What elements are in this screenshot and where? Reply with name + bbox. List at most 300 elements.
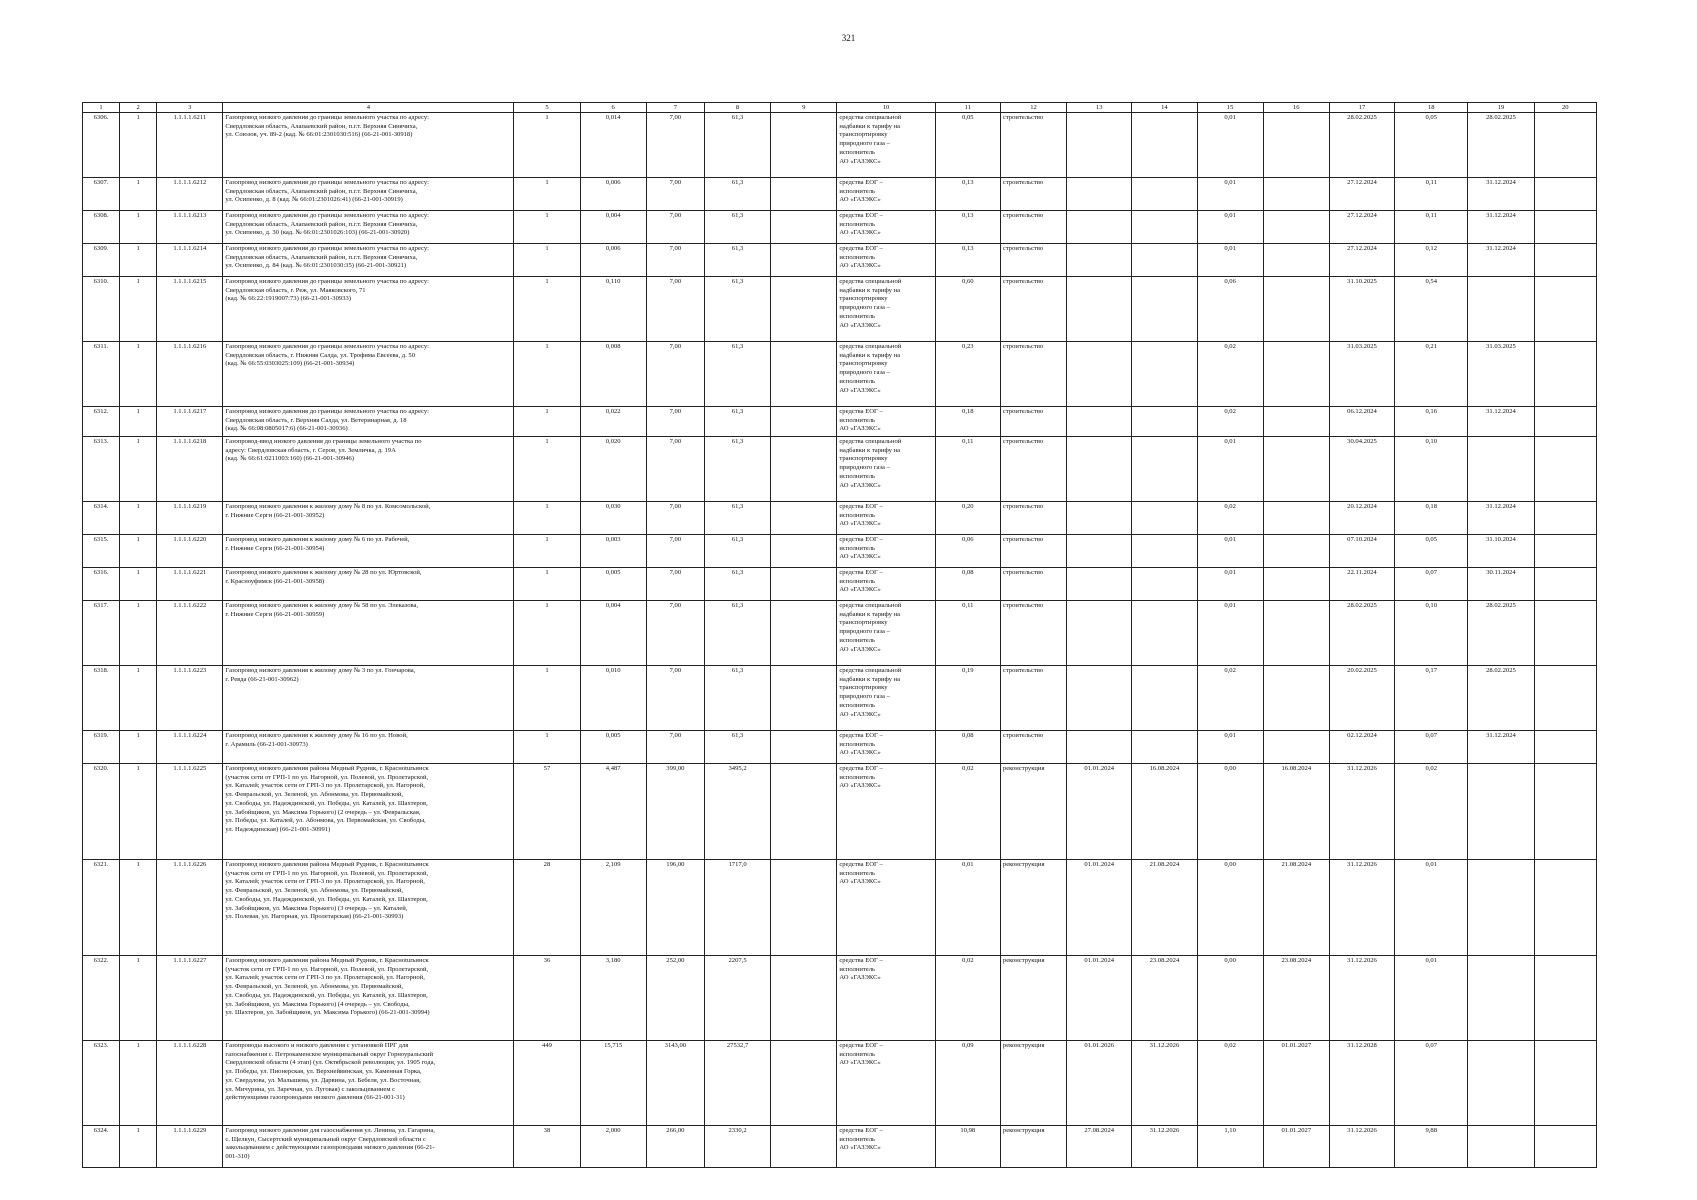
cell-length: 4,487 <box>580 764 646 860</box>
cell-cost: 0,20 <box>935 502 1000 535</box>
cell-cost: 0,08 <box>935 731 1000 764</box>
cell-col-9 <box>771 1041 837 1126</box>
cell-description: Газопровод низкого давления района Медный Рудник, г. Красноturьинск (участок сети от ГРП-1 по ул. Нагорной, ул. Полевой, ул. Пролетарской, ул. Каталей; участок сети от ГРП-3 по ул. Пролетарской, ул. Нагорной, ул. Февральской, ул. Зеленой, ул. Абонмова, ул. Первомайской, ул. Свободы, ул. Надеждинской, ул. Победы, ул. Каталей, ул. Шахтеров, ул. Забойщиков, ул. Максима Горького) (2 очередь – ул. Февральская, ул. Победы, ул. Каталей, ул. Абонмова, ул. Первомайская, ул. Свободы, ул. Надеждинская) (66-21-001-30991) <box>223 764 514 860</box>
cell-next-start-date: 01.01.2027 <box>1263 1126 1329 1168</box>
cell-code: 1.1.1.1.6221 <box>157 568 223 601</box>
cell-diameter: 7,00 <box>646 731 704 764</box>
cell-volume: 2207,5 <box>704 956 770 1041</box>
column-header-18: 18 <box>1395 103 1468 113</box>
cell-work-type: реконструкция <box>1000 956 1066 1041</box>
cell-end-date: 31.12.2026 <box>1132 1041 1197 1126</box>
cell-diameter: 7,00 <box>646 502 704 535</box>
cell-row-number: 6307. <box>83 178 120 211</box>
cell-diameter: 7,00 <box>646 342 704 407</box>
column-header-13: 13 <box>1067 103 1132 113</box>
cell-length: 0,006 <box>580 178 646 211</box>
cell-volume: 61,3 <box>704 437 770 502</box>
cell-description: Газопроводы высокого и низкого давления с установкой ПРГ для газоснабжения с. Петрокаменское муниципальный округ Горноуральский Свердловской области (4 этап) (ул. Октябрьской революции, ул. 1905 года, ул. Победы, ул. Пионерская, ул. Верхнейвинская, ул. Каменная Горка, ул. Свердлова, ул. Малышева, ул. Дарвина, ул. Бебеля, ул. Восточная, ул. Мичурина, ул. Заречная, ул. Луговая) с закольцеванием с действующими газопроводами низкого давления (66-21-001-31) <box>223 1041 514 1126</box>
cell-start-date <box>1067 211 1132 244</box>
cell-col-20 <box>1534 764 1596 860</box>
cell-volume: 61,3 <box>704 244 770 277</box>
cell-work-type: строительство <box>1000 568 1066 601</box>
cell-amount-year: 0,01 <box>1197 113 1263 178</box>
cell-start-date <box>1067 502 1132 535</box>
cell-cost: 0,05 <box>935 113 1000 178</box>
cell-end-date <box>1132 731 1197 764</box>
cell-length: 0,020 <box>580 437 646 502</box>
cell-work-type: реконструкция <box>1000 1126 1066 1168</box>
cell-funding-source: средства специальной надбавки к тарифу на транспортировку природного газа – исполнитель АО «ГАЗЭКС» <box>837 601 935 666</box>
cell-funding-source: средства ЕОГ – исполнитель АО «ГАЗЭКС» <box>837 211 935 244</box>
cell-description: Газопровод низкого давления до границы земельного участка по адресу: Свердловская область, г. Реж, ул. Маяковского, 71 (кад. № 66:22:1919007:73) (66-21-001-30933) <box>223 277 514 342</box>
table-row <box>83 407 1597 437</box>
cell-quantity: 1 <box>514 113 580 178</box>
cell-next-start-date: 16.08.2024 <box>1263 764 1329 860</box>
cell-end-date <box>1132 568 1197 601</box>
cell-count: 1 <box>120 277 157 342</box>
cell-commission-date: 31.12.2024 <box>1468 407 1534 437</box>
cell-completion-date: 07.10.2024 <box>1329 535 1394 568</box>
cell-row-number: 6319. <box>83 731 120 764</box>
cell-col-20 <box>1534 1041 1596 1126</box>
cell-work-type: строительство <box>1000 244 1066 277</box>
cell-row-number: 6317. <box>83 601 120 666</box>
cell-funding-source: средства специальной надбавки к тарифу на транспортировку природного газа – исполнитель АО «ГАЗЭКС» <box>837 666 935 731</box>
cell-col-20 <box>1534 601 1596 666</box>
cell-code: 1.1.1.1.6214 <box>157 244 223 277</box>
cell-commission-date <box>1468 956 1534 1041</box>
cell-row-number: 6308. <box>83 211 120 244</box>
cell-diameter: 7,00 <box>646 535 704 568</box>
cell-start-date <box>1067 437 1132 502</box>
column-header-14: 14 <box>1132 103 1197 113</box>
cell-col-20 <box>1534 342 1596 407</box>
cell-funding-source: средства ЕОГ – исполнитель АО «ГАЗЭКС» <box>837 764 935 860</box>
cell-end-date: 21.08.2024 <box>1132 860 1197 956</box>
cell-diameter: 266,00 <box>646 1126 704 1168</box>
cell-funding-source: средства ЕОГ – исполнитель АО «ГАЗЭКС» <box>837 1041 935 1126</box>
column-header-15: 15 <box>1197 103 1263 113</box>
cell-volume: 61,3 <box>704 601 770 666</box>
cell-length: 0,014 <box>580 113 646 178</box>
cell-volume: 61,3 <box>704 666 770 731</box>
cell-amount-year: 0,01 <box>1197 535 1263 568</box>
cell-length: 0,003 <box>580 535 646 568</box>
cell-code: 1.1.1.1.6215 <box>157 277 223 342</box>
cell-work-type: строительство <box>1000 342 1066 407</box>
cell-start-date: 27.08.2024 <box>1067 1126 1132 1168</box>
cell-start-date <box>1067 342 1132 407</box>
cell-col-9 <box>771 860 837 956</box>
table-row <box>83 535 1597 568</box>
table-row <box>83 244 1597 277</box>
cell-amount-year: 0,02 <box>1197 407 1263 437</box>
cell-col-20 <box>1534 211 1596 244</box>
cell-length: 0,022 <box>580 407 646 437</box>
cell-commission-date <box>1468 764 1534 860</box>
cell-start-date <box>1067 407 1132 437</box>
cell-col-20 <box>1534 178 1596 211</box>
cell-end-date: 16.08.2024 <box>1132 764 1197 860</box>
cell-remaining-cost: 0,10 <box>1395 437 1468 502</box>
cell-cost: 0,13 <box>935 211 1000 244</box>
cell-col-9 <box>771 535 837 568</box>
cell-col-9 <box>771 956 837 1041</box>
cell-diameter: 252,00 <box>646 956 704 1041</box>
cell-volume: 61,3 <box>704 502 770 535</box>
cell-col-9 <box>771 211 837 244</box>
cell-row-number: 6306. <box>83 113 120 178</box>
cell-description: Газопровод низкого давления до границы земельного участка по адресу: Свердловская область, Алапаевский район, п.г.т. Верхняя Синячиха, ул. Осипенко, д. 84 (кад. № 66:01:2301030:35) (66-21-001-30921) <box>223 244 514 277</box>
cell-row-number: 6310. <box>83 277 120 342</box>
cell-diameter: 7,00 <box>646 178 704 211</box>
cell-quantity: 1 <box>514 277 580 342</box>
cell-quantity: 1 <box>514 535 580 568</box>
table-row <box>83 277 1597 342</box>
cell-work-type: строительство <box>1000 178 1066 211</box>
cell-end-date <box>1132 666 1197 731</box>
cell-next-start-date <box>1263 342 1329 407</box>
column-header-19: 19 <box>1468 103 1534 113</box>
cell-next-start-date <box>1263 437 1329 502</box>
cell-start-date: 01.01.2024 <box>1067 764 1132 860</box>
cell-count: 1 <box>120 1126 157 1168</box>
cell-quantity: 449 <box>514 1041 580 1126</box>
cell-remaining-cost: 0,10 <box>1395 601 1468 666</box>
cell-remaining-cost: 0,11 <box>1395 178 1468 211</box>
cell-start-date: 01.01.2024 <box>1067 956 1132 1041</box>
cell-length: 0,005 <box>580 568 646 601</box>
cell-volume: 61,3 <box>704 731 770 764</box>
cell-funding-source: средства ЕОГ – исполнитель АО «ГАЗЭКС» <box>837 407 935 437</box>
cell-completion-date: 30.04.2025 <box>1329 437 1394 502</box>
cell-diameter: 7,00 <box>646 437 704 502</box>
cell-length: 0,005 <box>580 731 646 764</box>
table-row <box>83 568 1597 601</box>
column-number-header <box>83 103 1597 113</box>
cell-description: Газопровод-ввод низкого давления до границы земельного участка по адресу: Свердловская область, г. Серов, ул. Земличка, д. 19А (кад. № 66:61:0211003:160) (66-21-001-30946) <box>223 437 514 502</box>
cell-description: Газопровод низкого давления к жилому дому № 8 по ул. Комсомольской, г. Нижние Серги (66-21-001-30952) <box>223 502 514 535</box>
cell-completion-date: 31.12.2026 <box>1329 956 1394 1041</box>
cell-count: 1 <box>120 860 157 956</box>
cell-count: 1 <box>120 342 157 407</box>
cell-row-number: 6323. <box>83 1041 120 1126</box>
cell-amount-year: 0,02 <box>1197 666 1263 731</box>
cell-completion-date: 22.11.2024 <box>1329 568 1394 601</box>
cell-description: Газопровод низкого давления до границы земельного участка по адресу: Свердловская область, Алапаевский район, п.г.т. Верхняя Синячиха, ул. Осипенко, д. 30 (кад. № 66:01:2301026:103) (66-21-001-30920) <box>223 211 514 244</box>
cell-volume: 61,3 <box>704 113 770 178</box>
cell-col-9 <box>771 764 837 860</box>
cell-remaining-cost: 0,05 <box>1395 113 1468 178</box>
cell-description: Газопровод низкого давления к жилому дому № 58 по ул. Элеказова, г. Нижние Серги (66-21-001-30959) <box>223 601 514 666</box>
cell-code: 1.1.1.1.6222 <box>157 601 223 666</box>
cell-commission-date: 31.10.2024 <box>1468 535 1534 568</box>
cell-count: 1 <box>120 535 157 568</box>
cell-funding-source: средства ЕОГ – исполнитель АО «ГАЗЭКС» <box>837 731 935 764</box>
cell-remaining-cost: 0,07 <box>1395 731 1468 764</box>
cell-completion-date: 20.02.2025 <box>1329 666 1394 731</box>
cell-next-start-date: 23.08.2024 <box>1263 956 1329 1041</box>
cell-volume: 61,3 <box>704 568 770 601</box>
cell-next-start-date <box>1263 731 1329 764</box>
table-row <box>83 113 1597 178</box>
cell-remaining-cost: 0,18 <box>1395 502 1468 535</box>
cell-quantity: 1 <box>514 211 580 244</box>
cell-quantity: 1 <box>514 244 580 277</box>
cell-diameter: 7,00 <box>646 113 704 178</box>
cell-volume: 61,3 <box>704 407 770 437</box>
cell-description: Газопровод низкого давления к жилому дому № 28 по ул. Юртовской, г. Красноуфимск (66-21-001-30958) <box>223 568 514 601</box>
cell-length: 0,008 <box>580 342 646 407</box>
cell-remaining-cost: 0,11 <box>1395 211 1468 244</box>
cell-amount-year: 0,00 <box>1197 956 1263 1041</box>
cell-col-20 <box>1534 1126 1596 1168</box>
cell-amount-year: 0,01 <box>1197 178 1263 211</box>
cell-col-9 <box>771 1126 837 1168</box>
table-row <box>83 601 1597 666</box>
cell-cost: 0,60 <box>935 277 1000 342</box>
cell-completion-date: 31.12.2026 <box>1329 860 1394 956</box>
cell-diameter: 7,00 <box>646 211 704 244</box>
cell-commission-date: 28.02.2025 <box>1468 601 1534 666</box>
cell-end-date <box>1132 244 1197 277</box>
cell-count: 1 <box>120 601 157 666</box>
cell-amount-year: 0,06 <box>1197 277 1263 342</box>
cell-col-9 <box>771 568 837 601</box>
cell-work-type: строительство <box>1000 407 1066 437</box>
cell-length: 0,006 <box>580 244 646 277</box>
cell-end-date <box>1132 437 1197 502</box>
table-row <box>83 437 1597 502</box>
cell-cost: 0,02 <box>935 764 1000 860</box>
cell-col-9 <box>771 113 837 178</box>
cell-quantity: 1 <box>514 601 580 666</box>
cell-next-start-date <box>1263 502 1329 535</box>
cell-volume: 27532,7 <box>704 1041 770 1126</box>
cell-funding-source: средства специальной надбавки к тарифу на транспортировку природного газа – исполнитель АО «ГАЗЭКС» <box>837 342 935 407</box>
cell-row-number: 6311. <box>83 342 120 407</box>
cell-count: 1 <box>120 178 157 211</box>
cell-diameter: 7,00 <box>646 407 704 437</box>
cell-code: 1.1.1.1.6220 <box>157 535 223 568</box>
cell-code: 1.1.1.1.6217 <box>157 407 223 437</box>
cell-row-number: 6312. <box>83 407 120 437</box>
cell-start-date <box>1067 535 1132 568</box>
cell-diameter: 196,00 <box>646 860 704 956</box>
cell-commission-date <box>1468 437 1534 502</box>
cell-remaining-cost: 0,05 <box>1395 535 1468 568</box>
cell-completion-date: 31.12.2026 <box>1329 1126 1394 1168</box>
header-row <box>83 103 1597 113</box>
cell-count: 1 <box>120 731 157 764</box>
cell-col-20 <box>1534 277 1596 342</box>
cell-col-9 <box>771 407 837 437</box>
cell-funding-source: средства ЕОГ – исполнитель АО «ГАЗЭКС» <box>837 244 935 277</box>
cell-commission-date: 28.02.2025 <box>1468 113 1534 178</box>
cell-description: Газопровод низкого давления до границы земельного участка по адресу: Свердловская область, г. Нижняя Салда, ул. Трофима Евсеева, д. 50 (кад. № 66:55:0303025:109) (66-21-001-30934) <box>223 342 514 407</box>
cell-cost: 0,08 <box>935 568 1000 601</box>
cell-amount-year: 1,10 <box>1197 1126 1263 1168</box>
cell-col-20 <box>1534 568 1596 601</box>
cell-remaining-cost: 0,21 <box>1395 342 1468 407</box>
cell-cost: 0,06 <box>935 535 1000 568</box>
cell-funding-source: средства ЕОГ – исполнитель АО «ГАЗЭКС» <box>837 568 935 601</box>
cell-cost: 0,13 <box>935 178 1000 211</box>
cell-start-date <box>1067 666 1132 731</box>
table-row <box>83 211 1597 244</box>
cell-code: 1.1.1.1.6225 <box>157 764 223 860</box>
cell-completion-date: 31.12.2028 <box>1329 1041 1394 1126</box>
column-header-16: 16 <box>1263 103 1329 113</box>
cell-cost: 0,13 <box>935 244 1000 277</box>
cell-length: 0,004 <box>580 601 646 666</box>
cell-length: 3,180 <box>580 956 646 1041</box>
cell-length: 0,030 <box>580 502 646 535</box>
cell-commission-date: 30.11.2024 <box>1468 568 1534 601</box>
cell-count: 1 <box>120 666 157 731</box>
column-header-20: 20 <box>1534 103 1596 113</box>
cell-end-date <box>1132 535 1197 568</box>
cell-quantity: 1 <box>514 666 580 731</box>
cell-code: 1.1.1.1.6211 <box>157 113 223 178</box>
cell-start-date: 01.01.2026 <box>1067 1041 1132 1126</box>
cell-next-start-date <box>1263 277 1329 342</box>
cell-commission-date: 31.12.2024 <box>1468 731 1534 764</box>
cell-description: Газопровод низкого давления для газоснабжения ул. Ленина, ул. Гагарина, с. Щелкун, Сысертский муниципальный округ Свердловской области с закольцеванием с действующими газопроводами низкого давления (66-21- 001-310) <box>223 1126 514 1168</box>
cell-quantity: 1 <box>514 407 580 437</box>
cell-funding-source: средства ЕОГ – исполнитель АО «ГАЗЭКС» <box>837 178 935 211</box>
cell-next-start-date <box>1263 178 1329 211</box>
cell-cost: 0,19 <box>935 666 1000 731</box>
cell-end-date <box>1132 113 1197 178</box>
cell-end-date: 23.08.2024 <box>1132 956 1197 1041</box>
table-row <box>83 1041 1597 1126</box>
cell-code: 1.1.1.1.6219 <box>157 502 223 535</box>
cell-commission-date: 31.12.2024 <box>1468 502 1534 535</box>
cell-work-type: строительство <box>1000 731 1066 764</box>
column-header-4: 4 <box>223 103 514 113</box>
cell-amount-year: 0,00 <box>1197 764 1263 860</box>
cell-volume: 2330,2 <box>704 1126 770 1168</box>
cell-work-type: реконструкция <box>1000 1041 1066 1126</box>
cell-diameter: 7,00 <box>646 244 704 277</box>
cell-col-20 <box>1534 956 1596 1041</box>
cell-cost: 0,23 <box>935 342 1000 407</box>
cell-start-date: 01.01.2024 <box>1067 860 1132 956</box>
column-header-3: 3 <box>157 103 223 113</box>
cell-completion-date: 28.02.2025 <box>1329 601 1394 666</box>
table-body <box>83 113 1597 1168</box>
cell-row-number: 6318. <box>83 666 120 731</box>
cell-length: 0,110 <box>580 277 646 342</box>
cell-next-start-date <box>1263 601 1329 666</box>
cell-funding-source: средства специальной надбавки к тарифу на транспортировку природного газа – исполнитель АО «ГАЗЭКС» <box>837 277 935 342</box>
cell-length: 2,109 <box>580 860 646 956</box>
cell-count: 1 <box>120 211 157 244</box>
cell-amount-year: 0,01 <box>1197 244 1263 277</box>
cell-commission-date <box>1468 1041 1534 1126</box>
table-row <box>83 342 1597 407</box>
cell-col-9 <box>771 502 837 535</box>
cell-remaining-cost: 0,17 <box>1395 666 1468 731</box>
cell-code: 1.1.1.1.6228 <box>157 1041 223 1126</box>
page-number: 321 <box>841 33 856 43</box>
cell-next-start-date <box>1263 535 1329 568</box>
cell-quantity: 1 <box>514 342 580 407</box>
cell-diameter: 399,00 <box>646 764 704 860</box>
cell-next-start-date: 01.01.2027 <box>1263 1041 1329 1126</box>
cell-work-type: реконструкция <box>1000 764 1066 860</box>
cell-length: 15,715 <box>580 1041 646 1126</box>
cell-count: 1 <box>120 437 157 502</box>
cell-funding-source: средства ЕОГ – исполнитель АО «ГАЗЭКС» <box>837 956 935 1041</box>
cell-quantity: 28 <box>514 860 580 956</box>
cell-cost: 0,01 <box>935 860 1000 956</box>
cell-volume: 1717,0 <box>704 860 770 956</box>
cell-row-number: 6321. <box>83 860 120 956</box>
cell-end-date <box>1132 342 1197 407</box>
cell-remaining-cost: 0,12 <box>1395 244 1468 277</box>
cell-cost: 10,98 <box>935 1126 1000 1168</box>
cell-completion-date: 27.12.2024 <box>1329 178 1394 211</box>
cell-row-number: 6322. <box>83 956 120 1041</box>
cell-cost: 0,11 <box>935 601 1000 666</box>
cell-work-type: строительство <box>1000 535 1066 568</box>
cell-amount-year: 0,01 <box>1197 568 1263 601</box>
cell-funding-source: средства ЕОГ – исполнитель АО «ГАЗЭКС» <box>837 535 935 568</box>
cell-commission-date: 28.02.2025 <box>1468 666 1534 731</box>
cell-col-20 <box>1534 502 1596 535</box>
cell-end-date <box>1132 601 1197 666</box>
cell-completion-date: 02.12.2024 <box>1329 731 1394 764</box>
cell-count: 1 <box>120 956 157 1041</box>
cell-code: 1.1.1.1.6229 <box>157 1126 223 1168</box>
cell-diameter: 7,00 <box>646 568 704 601</box>
cell-row-number: 6314. <box>83 502 120 535</box>
cell-commission-date: 31.12.2024 <box>1468 211 1534 244</box>
cell-col-20 <box>1534 437 1596 502</box>
cell-remaining-cost: 0,54 <box>1395 277 1468 342</box>
cell-commission-date: 31.12.2024 <box>1468 178 1534 211</box>
cell-next-start-date <box>1263 113 1329 178</box>
cell-col-9 <box>771 731 837 764</box>
cell-next-start-date <box>1263 211 1329 244</box>
cell-code: 1.1.1.1.6223 <box>157 666 223 731</box>
cell-start-date <box>1067 601 1132 666</box>
cell-remaining-cost: 9,88 <box>1395 1126 1468 1168</box>
table-row <box>83 764 1597 860</box>
cell-count: 1 <box>120 764 157 860</box>
cell-col-20 <box>1534 860 1596 956</box>
cell-row-number: 6316. <box>83 568 120 601</box>
cell-length: 0,004 <box>580 211 646 244</box>
cell-work-type: строительство <box>1000 666 1066 731</box>
cell-code: 1.1.1.1.6212 <box>157 178 223 211</box>
cell-count: 1 <box>120 407 157 437</box>
cell-completion-date: 31.12.2026 <box>1329 764 1394 860</box>
cell-description: Газопровод низкого давления до границы земельного участка по адресу: Свердловская область, Алапаевский район, п.г.т. Верхняя Синячиха, ул. Союзов, уч. 89-2 (кад. № 66:01:2301030:516) (66-21-001-30918) <box>223 113 514 178</box>
column-header-12: 12 <box>1000 103 1066 113</box>
cell-completion-date: 28.02.2025 <box>1329 113 1394 178</box>
cell-quantity: 1 <box>514 568 580 601</box>
cell-row-number: 6309. <box>83 244 120 277</box>
column-header-8: 8 <box>704 103 770 113</box>
column-header-5: 5 <box>514 103 580 113</box>
cell-amount-year: 0,02 <box>1197 1041 1263 1126</box>
cell-funding-source: средства ЕОГ – исполнитель АО «ГАЗЭКС» <box>837 1126 935 1168</box>
cell-completion-date: 20.12.2024 <box>1329 502 1394 535</box>
cell-end-date <box>1132 502 1197 535</box>
